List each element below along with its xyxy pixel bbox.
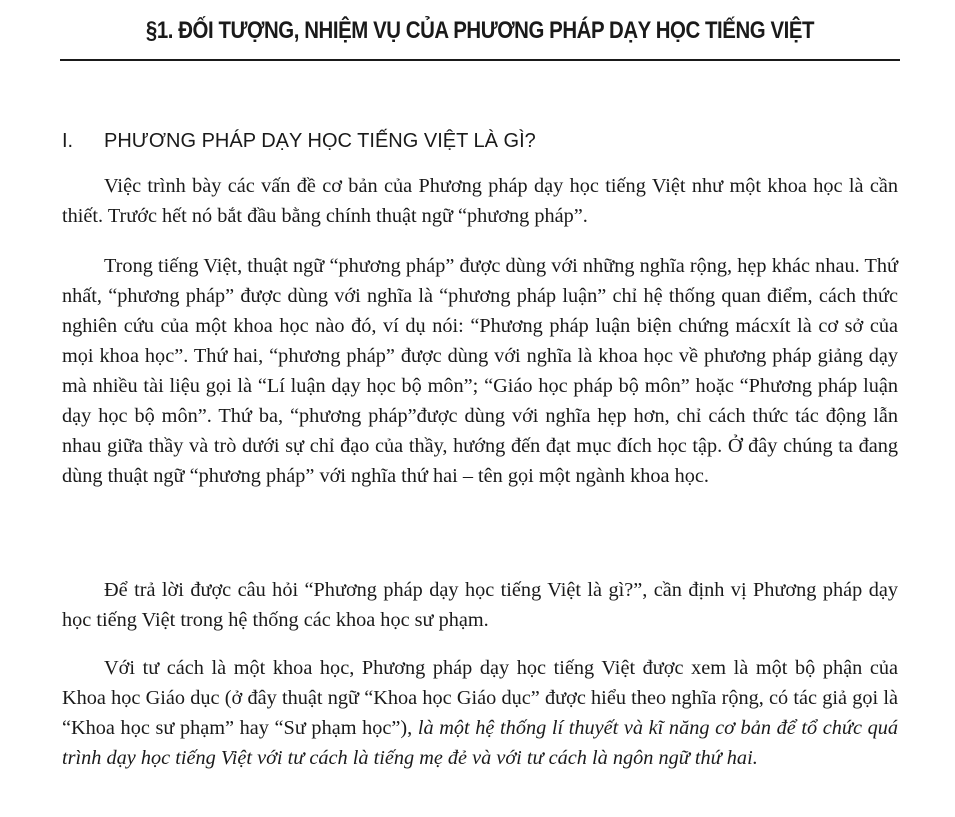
page-title: §1. ĐỐI TƯỢNG, NHIỆM VỤ CỦA PHƯƠNG PHÁP DẠY HỌC TIẾNG VIỆT [145,17,815,44]
section-heading-text: PHƯƠNG PHÁP DẠY HỌC TIẾNG VIỆT LÀ GÌ? [104,130,536,152]
section-number: I. [62,130,74,152]
section-heading [62,127,536,155]
paragraph-4-regular: Với tư cách là một khoa học, Phương pháp dạy học tiếng Việt được xem là một bộ phận của Khoa học Giáo dục (ở đây thuật ngữ “Khoa học Giáo dục” được hiểu theo nghĩa rộng, có tác giả gọi là “Khoa học sư phạm” hay “Sư phạm học”), [62,657,898,739]
title-divider [60,59,900,61]
paragraph-3: Để trả lời được câu hỏi “Phương pháp dạy học tiếng Việt là gì?”, cần định vị Phương pháp dạy học tiếng Việt trong hệ thống các khoa học sư phạm. [62,579,898,631]
paragraph-4 [62,653,898,773]
paragraph-4-italic-definition: là một hệ thống lí thuyết và kĩ năng cơ bản để tổ chức quá trình dạy học tiếng Việt với tư cách là tiếng mẹ đẻ và với tư cách là ngôn ngữ thứ hai. [62,717,898,769]
paragraph-1: Việc trình bày các vấn đề cơ bản của Phương pháp dạy học tiếng Việt như một khoa học là cần thiết. Trước hết nó bắt đầu bằng chính thuật ngữ “phương pháp”. [62,175,898,227]
paragraph-2: Trong tiếng Việt, thuật ngữ “phương pháp” được dùng với những nghĩa rộng, hẹp khác nhau. Thứ nhất, “phương pháp” được dùng với nghĩa là “phương pháp luận” chỉ hệ thống quan điểm, cách thức nghiên cứu của một khoa học nào đó, ví dụ nói: “Phương pháp luận biện chứng mácxít là cơ sở của mọi khoa học”. Thứ hai, “phương pháp” được dùng với nghĩa là khoa học về phương pháp giảng dạy mà nhiều tài liệu gọi là “Lí luận dạy học bộ môn”; “Giáo học pháp bộ môn” hoặc “Phương pháp luận dạy học bộ môn”. Thứ ba, “phương pháp”được dùng với nghĩa hẹp hơn, chỉ cách thức tác động lẫn nhau giữa thầy và trò dưới sự chỉ đạo của thầy, hướng đến đạt mục đích học tập. Ở đây chúng ta đang dùng thuật ngữ “phương pháp” với nghĩa thứ hai – tên gọi một ngành khoa học. [62,255,898,487]
